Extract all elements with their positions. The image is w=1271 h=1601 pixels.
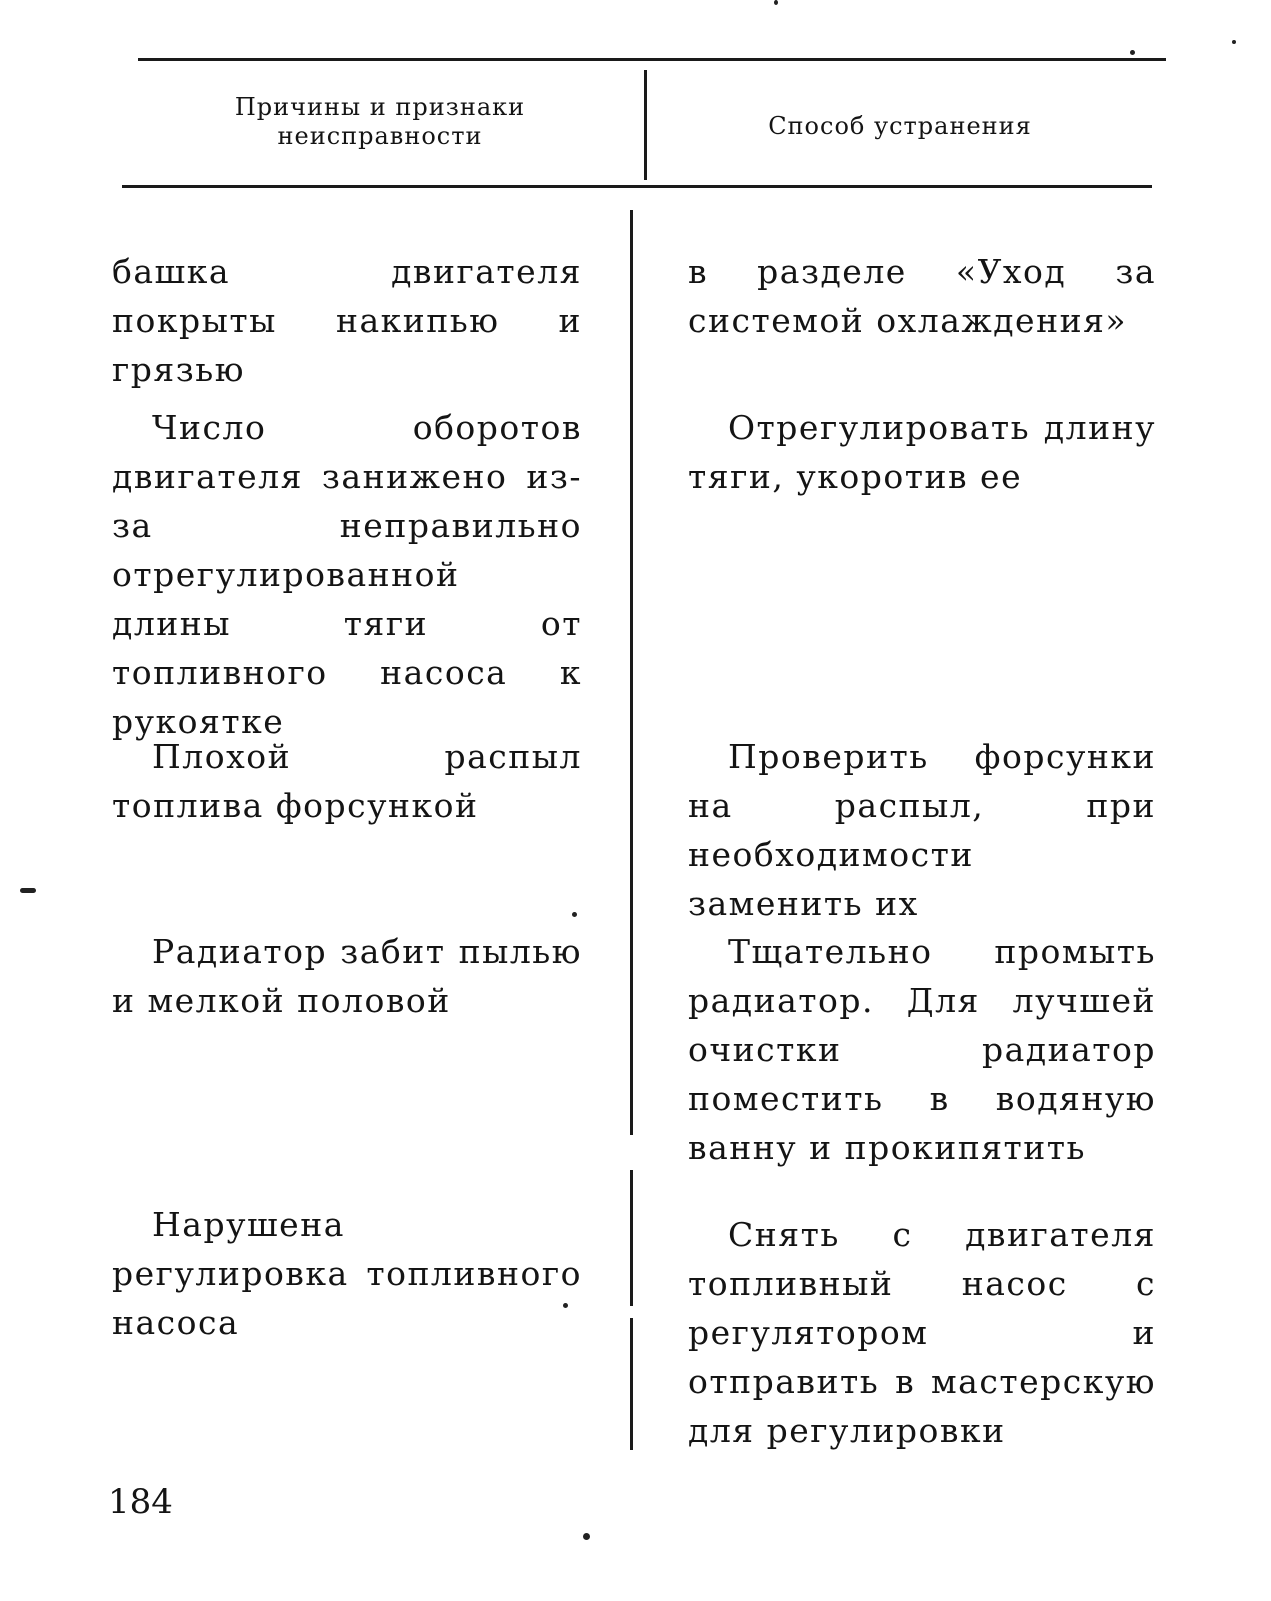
column-divider: [630, 210, 633, 1135]
table-row-1-cause: башка двигателя покрыты накипью и грязью: [112, 252, 582, 389]
column-header-cause: Причины и признаки неисправности: [234, 93, 526, 150]
table-row-1-remedy: в разделе «Уход за системой охлаждения»: [688, 252, 1156, 340]
column-divider: [630, 1170, 633, 1306]
print-speck: [774, 0, 778, 5]
table-row-3-remedy: Проверить форсунки на распыл, при необходимости заменить их: [688, 737, 1156, 923]
column-header-remedy: Способ устранения: [768, 112, 1032, 140]
table-row-4-cause: Радиатор забит пылью и мелкой половой: [112, 932, 582, 1020]
table-row-5-cause: Нарушена регулировка топливного насоса: [112, 1205, 582, 1342]
table-row-5-remedy: Снять с двигателя топливный насос с регулятором и отправить в мастерскую для регулировки: [688, 1215, 1156, 1450]
page-number: 184: [108, 1482, 173, 1522]
print-speck: [572, 912, 577, 917]
table-row-2-remedy: Отрегулировать длину тяги, укоротив ее: [688, 408, 1156, 496]
print-speck: [20, 888, 36, 893]
print-speck: [1130, 50, 1135, 55]
table-header-rule: [122, 185, 1152, 188]
table-row-3-cause: Плохой распыл топлива форсункой: [112, 737, 582, 825]
table-row-4-remedy: Тщательно промыть радиатор. Для лучшей очистки радиатор поместить в водяную ванну и прокипятить: [688, 932, 1156, 1167]
table-top-rule: [138, 58, 1166, 61]
header-column-divider: [644, 70, 647, 180]
print-speck: [1232, 40, 1236, 44]
print-speck: [563, 1303, 568, 1308]
print-speck: [583, 1533, 590, 1540]
column-divider: [630, 1318, 633, 1450]
table-row-2-cause: Число оборотов двигателя занижено из-за неправильно отрегулированной длины тяги от топливного насоса к рукоятке: [112, 408, 582, 741]
